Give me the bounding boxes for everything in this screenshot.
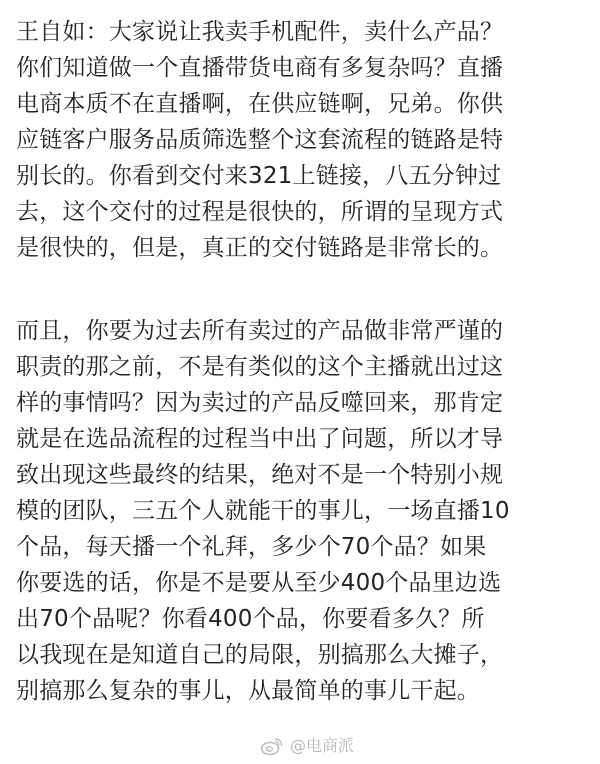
text-line: 就是在选品流程的过程当中出了问题，所以才导 bbox=[16, 426, 504, 452]
watermark-text: @电商派 bbox=[289, 736, 354, 755]
weibo-logo-icon bbox=[260, 736, 284, 756]
text-line: 别长的。你看到交付来321上链接，八五分钟过 bbox=[16, 163, 502, 189]
paragraph-2 bbox=[16, 313, 586, 745]
text-line: 电商本质不在直播啊，在供应链啊，兄弟。你供 bbox=[16, 91, 504, 117]
text-line: 模的团队，三五个人就能干的事儿，一场直播10 bbox=[16, 498, 510, 524]
text-line: 样的事情吗？因为卖过的产品反噬回来，那肯定 bbox=[16, 390, 504, 416]
text-line: 个品，每天播一个礼拜，多少个70个品？如果 bbox=[16, 534, 487, 560]
text-line: 别搞那么复杂的事儿，从最简单的事儿干起。 bbox=[16, 678, 480, 704]
watermark bbox=[260, 736, 354, 756]
text-line: 你要选的话，你是不是要从至少400个品里边选 bbox=[16, 570, 502, 596]
text-line: 王自如：大家说让我卖手机配件，卖什么产品？ bbox=[16, 19, 504, 45]
text-line: 去，这个交付的过程是很快的，所谓的呈现方式 bbox=[16, 199, 504, 225]
text-line: 出70个品呢？你看400个品，你要看多久？所 bbox=[16, 606, 485, 632]
text-line: 应链客户服务品质筛选整个这套流程的链路是特 bbox=[16, 127, 504, 153]
text-line: 职责的那之前，不是有类似的这个主播就出过这 bbox=[16, 354, 504, 380]
text-line: 以我现在是知道自己的局限，别搞那么大摊子， bbox=[16, 642, 504, 668]
paragraph-1 bbox=[16, 14, 586, 266]
text-line: 是很快的，但是，真正的交付链路是非常长的。 bbox=[16, 235, 504, 261]
text-line: 而且，你要为过去所有卖过的产品做非常严谨的 bbox=[16, 318, 504, 344]
text-line: 你们知道做一个直播带货电商有多复杂吗？直播 bbox=[16, 55, 504, 81]
text-line: 致出现这些最终的结果，绝对不是一个特别小规 bbox=[16, 462, 504, 488]
